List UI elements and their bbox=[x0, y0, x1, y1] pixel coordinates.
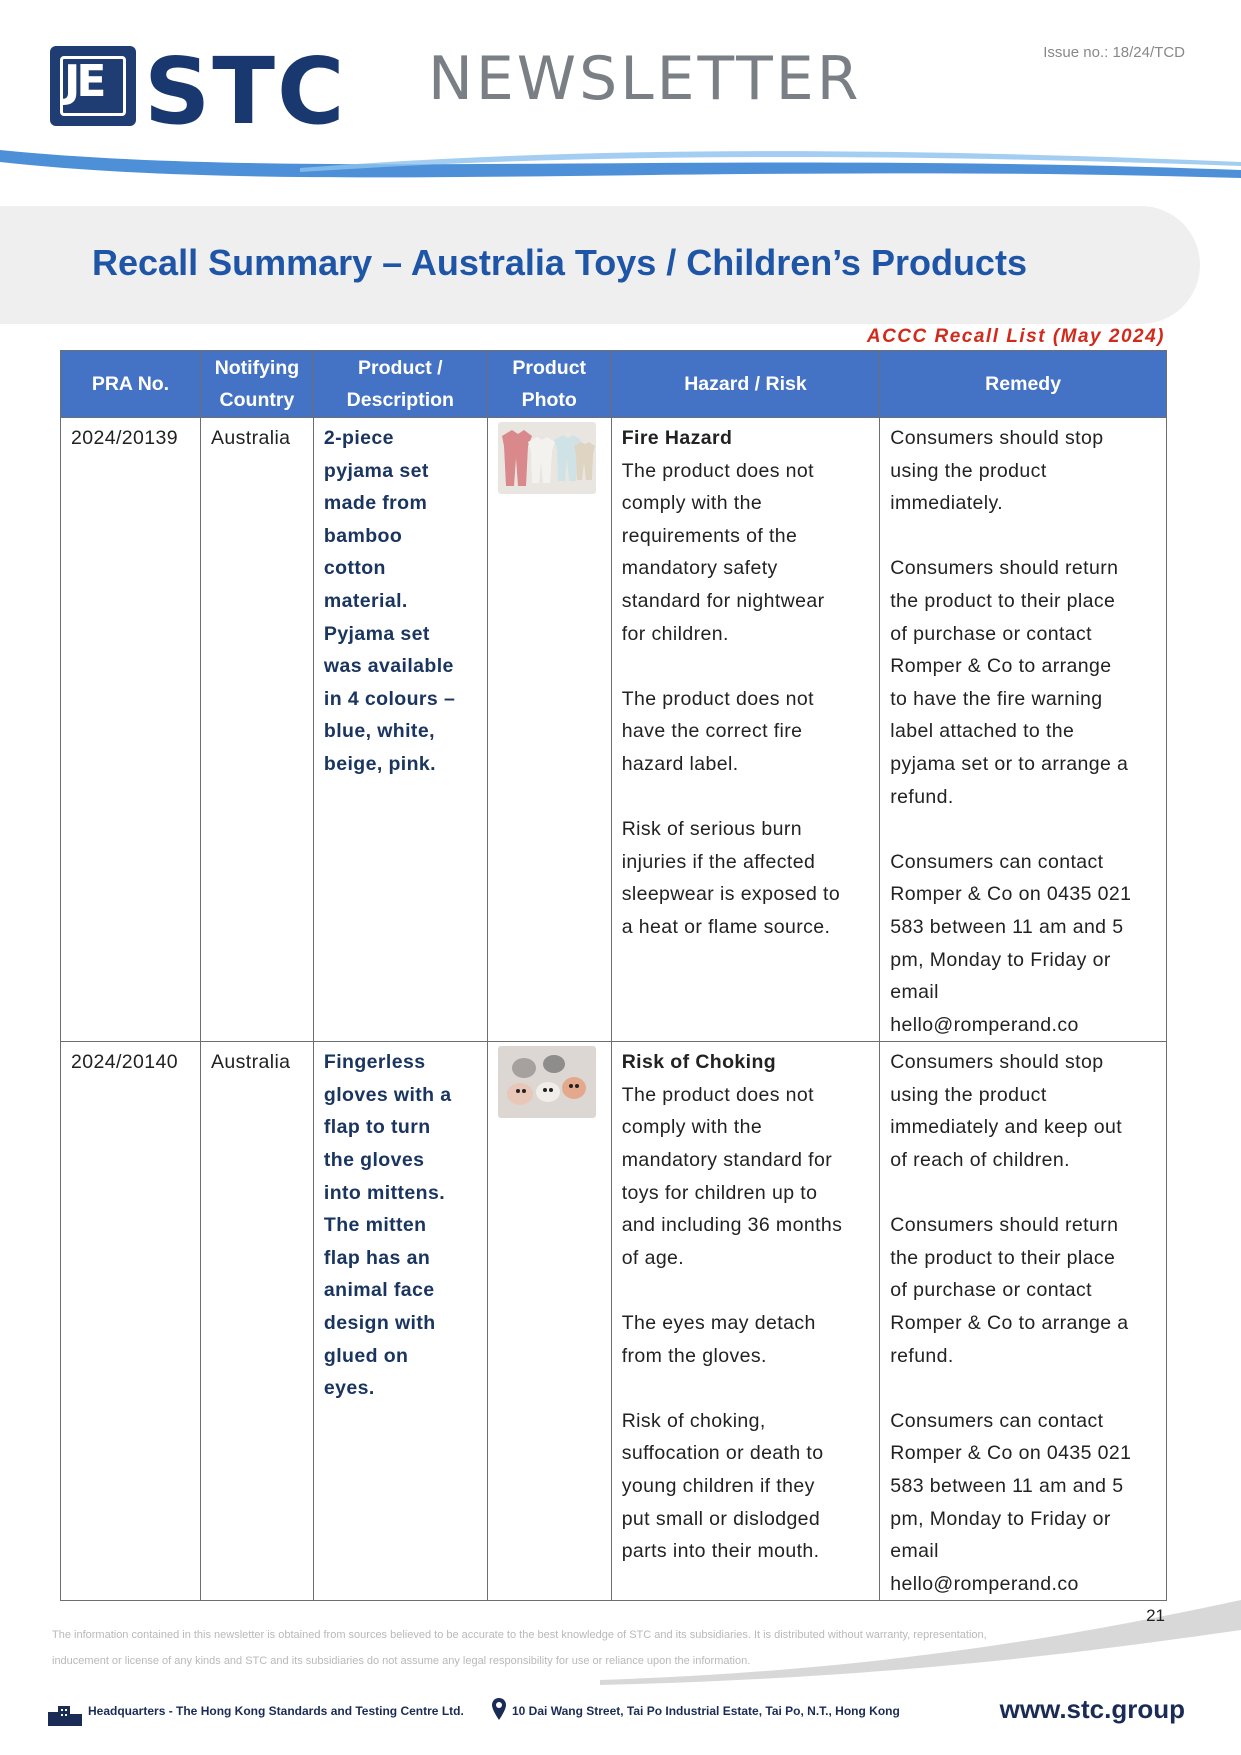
notifying-country: Australia bbox=[200, 418, 313, 1042]
header-photo: Product Photo bbox=[487, 351, 611, 418]
page-title: Recall Summary – Australia Toys / Children’s Products bbox=[92, 242, 1027, 283]
newsletter-label: NEWSLETTER bbox=[428, 44, 862, 114]
logo-text: STC bbox=[144, 38, 347, 145]
footer bbox=[0, 1690, 1241, 1730]
hazard-body: The product does not comply with the mandatory standard for toys for children up to and including 36 months of age. The eyes may detach from the gloves. Risk of choking, suffocation or death to young children if they put small or dislodged parts into their mouth. bbox=[621, 1083, 843, 1563]
website-link[interactable]: www.stc.group bbox=[999, 1694, 1185, 1724]
hazard-cell bbox=[611, 418, 880, 1042]
pra-number: 2024/20140 bbox=[61, 1042, 201, 1601]
accc-list-label: ACCC Recall List (May 2024) bbox=[866, 326, 1165, 347]
address: 10 Dai Wang Street, Tai Po Industrial Estate, Tai Po, N.T., Hong Kong bbox=[512, 1704, 900, 1718]
pyjama-set-photo bbox=[498, 422, 596, 494]
header-country: Notifying Country bbox=[200, 351, 313, 418]
issue-number: Issue no.: 18/24/TCD bbox=[1043, 44, 1185, 61]
header-product: Product / Description bbox=[313, 351, 487, 418]
stc-logo bbox=[50, 38, 350, 145]
header-hazard: Hazard / Risk bbox=[611, 351, 880, 418]
notifying-country: Australia bbox=[200, 1042, 313, 1601]
table-row bbox=[61, 418, 1167, 1042]
hazard-cell bbox=[611, 1042, 880, 1601]
hazard-title: Risk of Choking bbox=[621, 1051, 777, 1074]
header-swoosh bbox=[0, 140, 1241, 200]
recall-table bbox=[60, 350, 1167, 1601]
product-photo-cell bbox=[487, 418, 611, 1042]
header-pra: PRA No. bbox=[61, 351, 201, 418]
disclaimer: The information contained in this newsletter is obtained from sources believed to be accurate to the best knowledge of STC and its subsidiaries. It is distributed without warranty, representation, inducement or license of any kinds and STC and its subsidiaries do not assume any legal responsibility for use or reliance upon the information. bbox=[52, 1629, 987, 1667]
pra-number: 2024/20139 bbox=[61, 418, 201, 1042]
hazard-title: Fire Hazard bbox=[621, 427, 733, 449]
remedy-text: Consumers should stop using the product immediately. Consumers should return the product to their place of purchase or contact Romper & Co to arrange to have the fire warning label attached to the pyjama set or to arrange a refund. Consumers can contact Romper & Co on 0435 021 583 between 11 am and 5 pm, Monday to Friday or email hello@romperand.co bbox=[880, 418, 1167, 1042]
table-row bbox=[61, 1042, 1167, 1601]
product-description: Fingerless gloves with a flap to turn the gloves into mittens. The mitten flap has an animal face design with glued on eyes. bbox=[313, 1042, 487, 1601]
stc-logo-mark-icon: JE bbox=[50, 46, 136, 126]
product-description: 2-piece pyjama set made from bamboo cotton material. Pyjama set was available in 4 colours – blue, white, beige, pink. bbox=[313, 418, 487, 1042]
building-icon bbox=[48, 1704, 82, 1726]
product-photo-cell bbox=[487, 1042, 611, 1601]
headquarters-label: Headquarters - The Hong Kong Standards and Testing Centre Ltd. bbox=[88, 1704, 464, 1718]
hazard-body: The product does not comply with the requirements of the mandatory safety standard for nightwear for children. The product does not have the correct fire hazard label. Risk of serious burn injuries if the affected sleepwear is exposed to a heat or flame source. bbox=[621, 459, 841, 938]
header-remedy: Remedy bbox=[880, 351, 1167, 418]
remedy-text: Consumers should stop using the product immediately and keep out of reach of children. Consumers should return the product to their place of purchase or contact Romper & Co to arrange a refund. Consumers can contact Romper & Co on 0435 021 583 between 11 am and 5 pm, Monday to Friday or email hello@romperand.co bbox=[880, 1042, 1167, 1601]
page-number: 21 bbox=[1146, 1606, 1165, 1625]
gloves-photo bbox=[498, 1046, 596, 1118]
location-pin-icon bbox=[492, 1698, 506, 1720]
table-header-row bbox=[61, 351, 1167, 418]
